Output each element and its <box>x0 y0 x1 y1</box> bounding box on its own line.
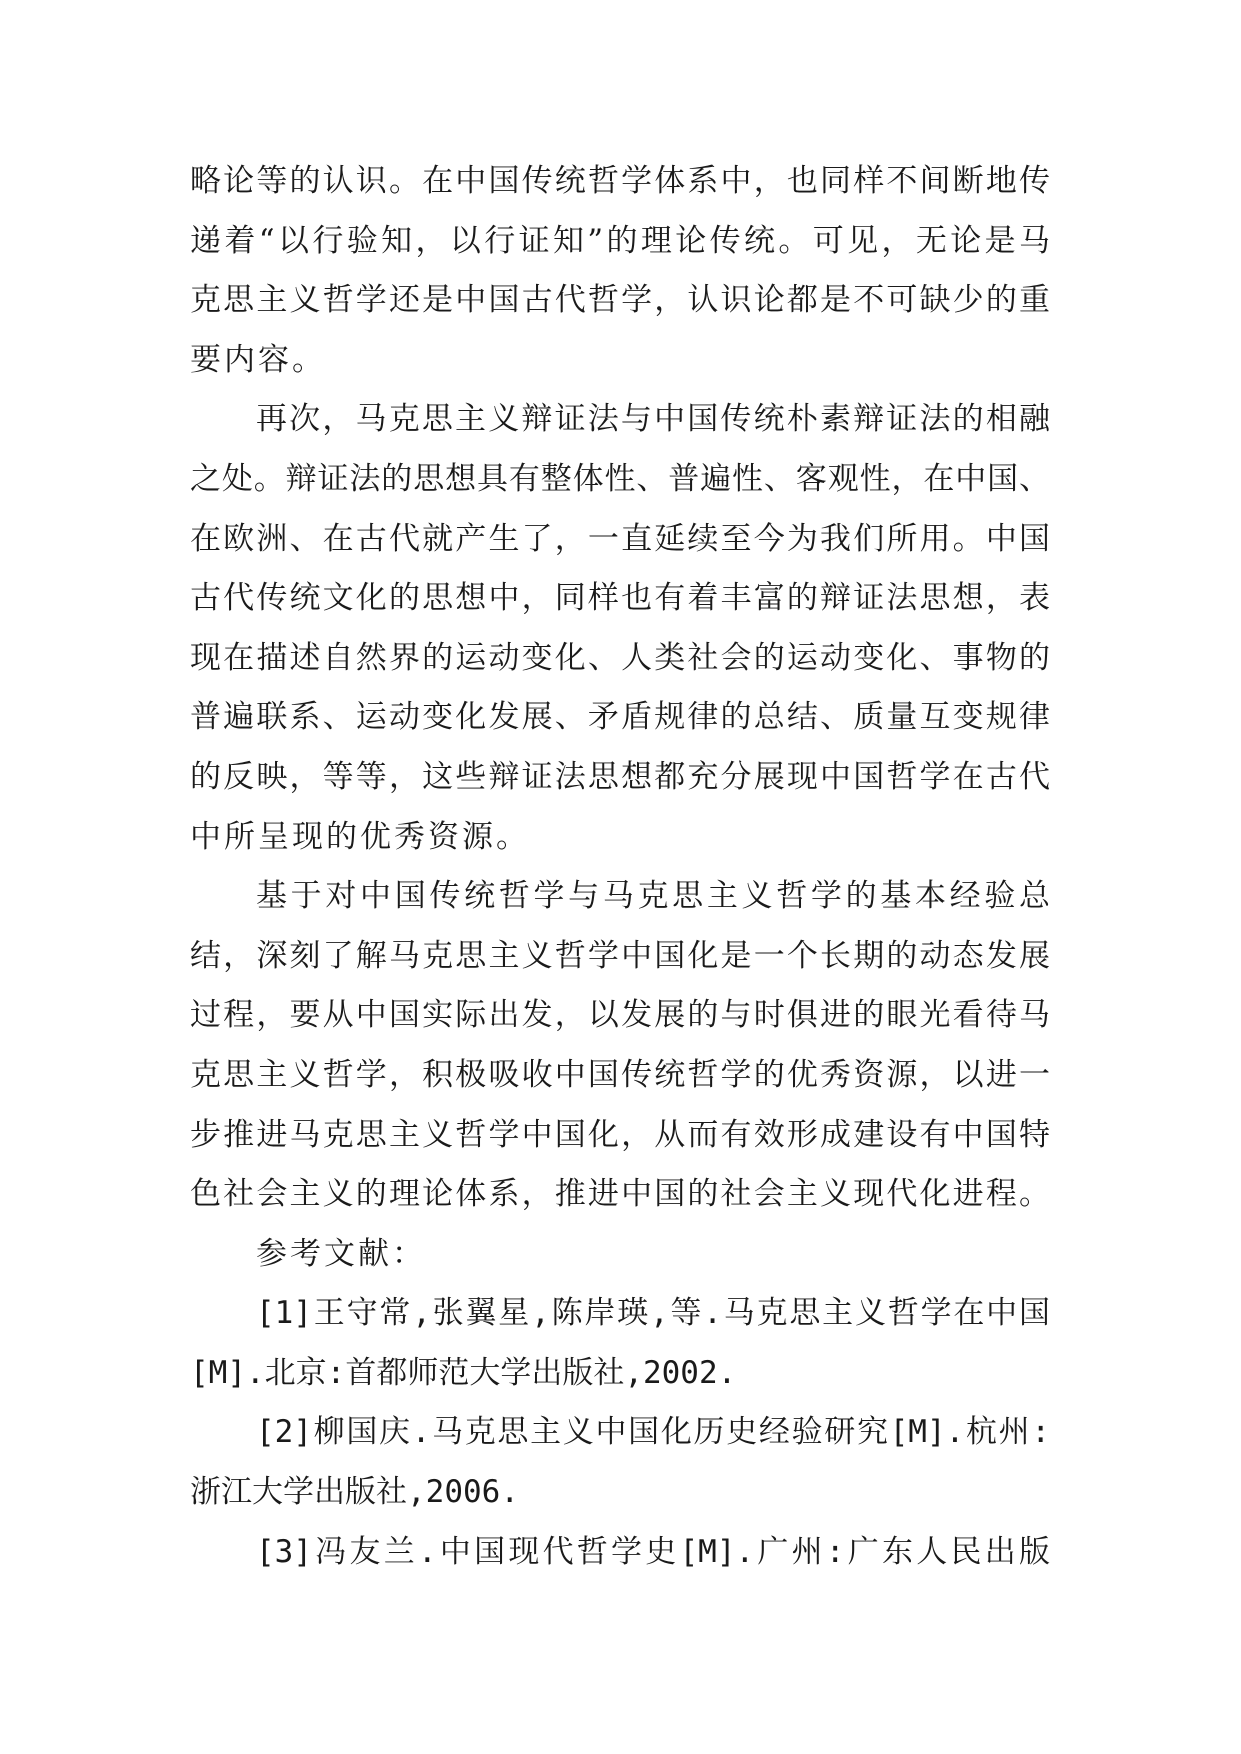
paragraph-conclusion <box>190 867 1050 1225</box>
text-line: [M].北京:首都师范大学出版社,2002. <box>190 1354 737 1391</box>
reference-item <box>190 1523 1050 1583</box>
text-line: 克思主义哲学还是中国古代哲学，认识论都是不可缺少的重 <box>190 282 1050 319</box>
text-line: 现在描述自然界的运动变化、人类社会的运动变化、事物的 <box>190 639 1050 676</box>
text-line: 普遍联系、运动变化发展、矛盾规律的总结、质量互变规律 <box>190 699 1050 736</box>
body-text <box>190 152 1050 1582</box>
text-line: 再次，马克思主义辩证法与中国传统朴素辩证法的相融 <box>256 401 1050 438</box>
text-line: 克思主义哲学，积极吸收中国传统哲学的优秀资源，以进一 <box>190 1056 1050 1093</box>
reference-item <box>190 1284 1050 1403</box>
text-line: 过程，要从中国实际出发，以发展的与时俱进的眼光看待马 <box>190 997 1050 1034</box>
text-line: 步推进马克思主义哲学中国化，从而有效形成建设有中国特 <box>190 1116 1050 1153</box>
text-line: 中所呈现的优秀资源。 <box>190 818 530 855</box>
text-line: 结，深刻了解马克思主义哲学中国化是一个长期的动态发展 <box>190 937 1050 974</box>
reference-item <box>190 1403 1050 1522</box>
text-line: 要内容。 <box>190 341 326 378</box>
text-line: 之处。辩证法的思想具有整体性、普遍性、客观性，在中国、 <box>190 460 1050 497</box>
paragraph-epistemology <box>190 152 1050 390</box>
text-line: 的反映，等等，这些辩证法思想都充分展现中国哲学在古代 <box>190 758 1050 795</box>
text-line: 浙江大学出版社,2006. <box>190 1474 519 1511</box>
text-line: 在欧洲、在古代就产生了，一直延续至今为我们所用。中国 <box>190 520 1050 557</box>
text-line: [3]冯友兰.中国现代哲学史[M].广州:广东人民出版 <box>256 1533 1050 1570</box>
text-line: 古代传统文化的思想中，同样也有着丰富的辩证法思想，表 <box>190 580 1050 617</box>
text-line: [2]柳国庆.马克思主义中国化历史经验研究[M].杭州: <box>256 1414 1050 1451</box>
references-heading: 参考文献： <box>256 1235 426 1272</box>
text-line: [1]王守常,张翼星,陈岸瑛,等.马克思主义哲学在中国 <box>256 1295 1050 1332</box>
references-section <box>190 1225 1050 1583</box>
text-line: 基于对中国传统哲学与马克思主义哲学的基本经验总 <box>256 878 1050 915</box>
text-line: 色社会主义的理论体系，推进中国的社会主义现代化进程。 <box>190 1176 1050 1213</box>
text-line: 递着“以行验知，以行证知”的理论传统。可见，无论是马 <box>190 222 1050 259</box>
paragraph-dialectics <box>190 390 1050 867</box>
text-line: 略论等的认识。在中国传统哲学体系中，也同样不间断地传 <box>190 163 1050 199</box>
